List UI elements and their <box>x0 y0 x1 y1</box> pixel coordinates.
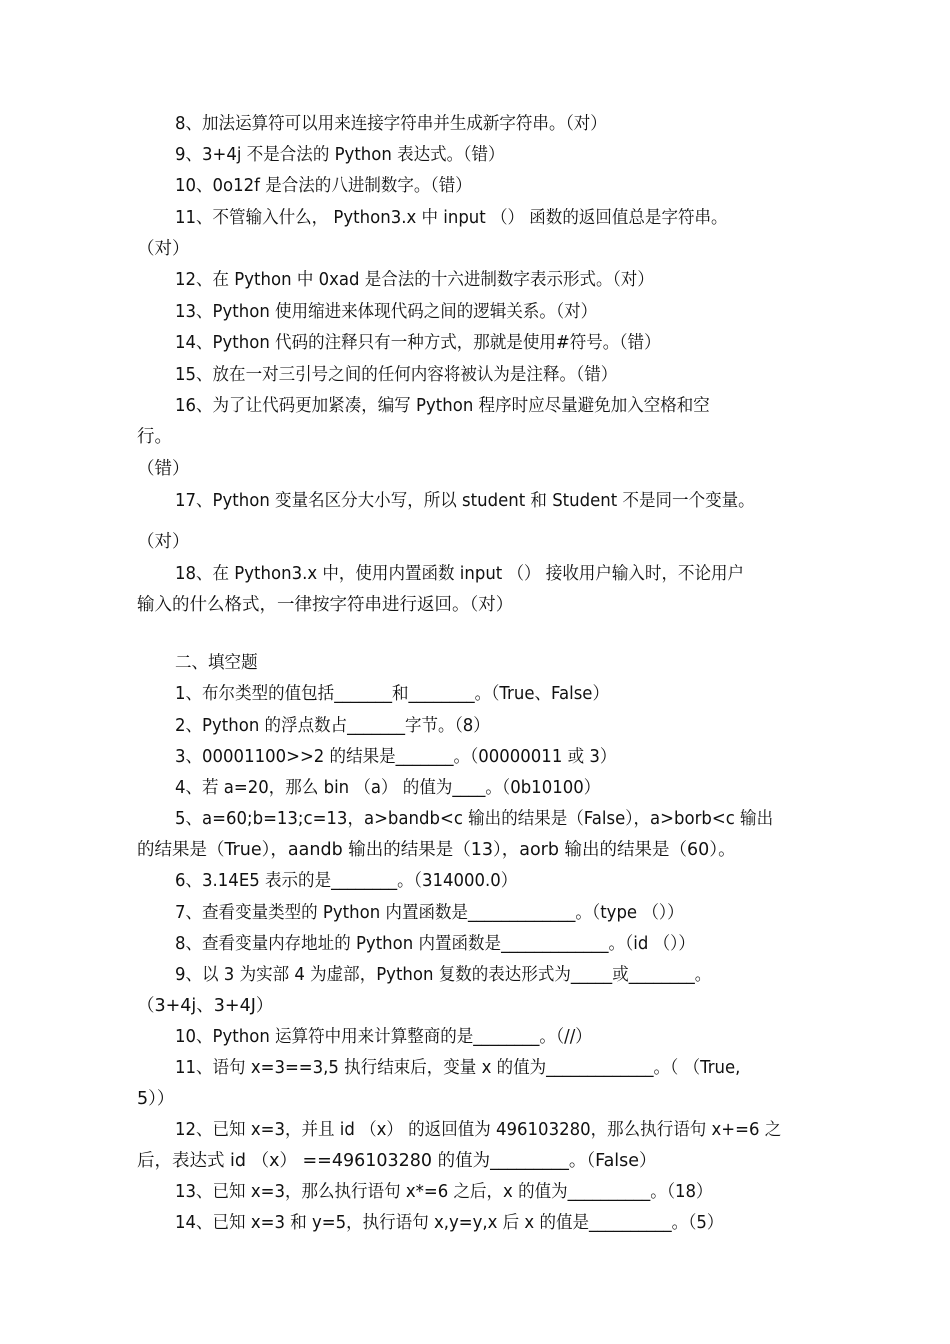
fill-item-1: 1、布尔类型的值包括_______和________。（True、False） <box>175 684 609 704</box>
fill-item-5-line1: 5、a=60;b=13;c=13，a>bandb<c 输出的结果是（False），a>borb<c 输出 <box>175 809 774 829</box>
tf-item-8: 8、加法运算符可以用来连接字符串并生成新字符串。（对） <box>175 114 607 134</box>
fill-item-9-line2: （3+4j、3+4J） <box>137 996 274 1016</box>
tf-item-17-line1: 17、Python 变量名区分大小写，所以 student 和 Student 不是同一个变量。 <box>175 491 755 511</box>
tf-item-15: 15、放在一对三引号之间的任何内容将被认为是注释。（错） <box>175 365 618 385</box>
tf-item-18-line1: 18、在 Python3.x 中，使用内置函数 input （） 接收用户输入时，不论用户 <box>175 564 745 584</box>
fill-item-14: 14、已知 x=3 和 y=5，执行语句 x,y=y,x 后 x 的值是__________。（5） <box>175 1213 724 1233</box>
fill-item-10: 10、Python 运算符中用来计算整商的是________。（//） <box>175 1027 592 1047</box>
tf-item-13: 13、Python 使用缩进来体现代码之间的逻辑关系。（对） <box>175 302 598 322</box>
tf-item-12: 12、在 Python 中 0xad 是合法的十六进制数字表示形式。（对） <box>175 270 654 290</box>
tf-item-18-line2: 输入的什么格式，一律按字符串进行返回。（对） <box>137 595 514 615</box>
section-heading-fill: 二、填空题 <box>175 653 258 673</box>
tf-item-17-line2: （对） <box>137 532 190 552</box>
tf-item-9: 9、3+4j 不是合法的 Python 表达式。（错） <box>175 145 505 165</box>
fill-item-7: 7、查看变量类型的 Python 内置函数是_____________。（type （）） <box>175 903 684 923</box>
fill-item-12-line2: 后，表达式 id （x） ==496103280 的值为_________。（False） <box>137 1151 657 1171</box>
fill-item-11-line2: 5）） <box>137 1089 175 1109</box>
fill-item-8: 8、查看变量内存地址的 Python 内置函数是_____________。（id （）） <box>175 934 695 954</box>
tf-item-10: 10、0o12f 是合法的八进制数字。（错） <box>175 176 472 196</box>
fill-item-6: 6、3.14E5 表示的是________。（314000.0） <box>175 871 518 891</box>
fill-item-3: 3、00001100>>2 的结果是_______。（00000011 或 3） <box>175 747 617 767</box>
tf-item-16-line1: 16、为了让代码更加紧凑，编写 Python 程序时应尽量避免加入空格和空 <box>175 396 710 416</box>
fill-item-13: 13、已知 x=3，那么执行语句 x*=6 之后，x 的值为__________。（18） <box>175 1182 713 1202</box>
tf-item-16-line2: 行。 <box>137 427 172 447</box>
fill-item-12-line1: 12、已知 x=3，并且 id （x） 的返回值为 496103280，那么执行语句 x+=6 之 <box>175 1120 782 1140</box>
tf-item-16-line3: （错） <box>137 459 190 479</box>
tf-item-11-line1: 11、不管输入什么， Python3.x 中 input （） 函数的返回值总是字符串。 <box>175 208 728 228</box>
fill-item-5-line2: 的结果是（True），aandb 输出的结果是（13），aorb 输出的结果是（60）。 <box>137 840 736 860</box>
tf-item-14: 14、Python 代码的注释只有一种方式，那就是使用#符号。（错） <box>175 333 661 353</box>
tf-item-11-line2: （对） <box>137 239 190 259</box>
fill-item-9-line1: 9、以 3 为实部 4 为虚部，Python 复数的表达形式为_____或________。 <box>175 965 712 985</box>
fill-item-11-line1: 11、语句 x=3==3,5 执行结束后，变量 x 的值为_____________。（ （True, <box>175 1058 741 1078</box>
fill-item-4: 4、若 a=20，那么 bin （a） 的值为____。（0b10100） <box>175 778 601 798</box>
fill-item-2: 2、Python 的浮点数占_______字节。（8） <box>175 716 490 736</box>
